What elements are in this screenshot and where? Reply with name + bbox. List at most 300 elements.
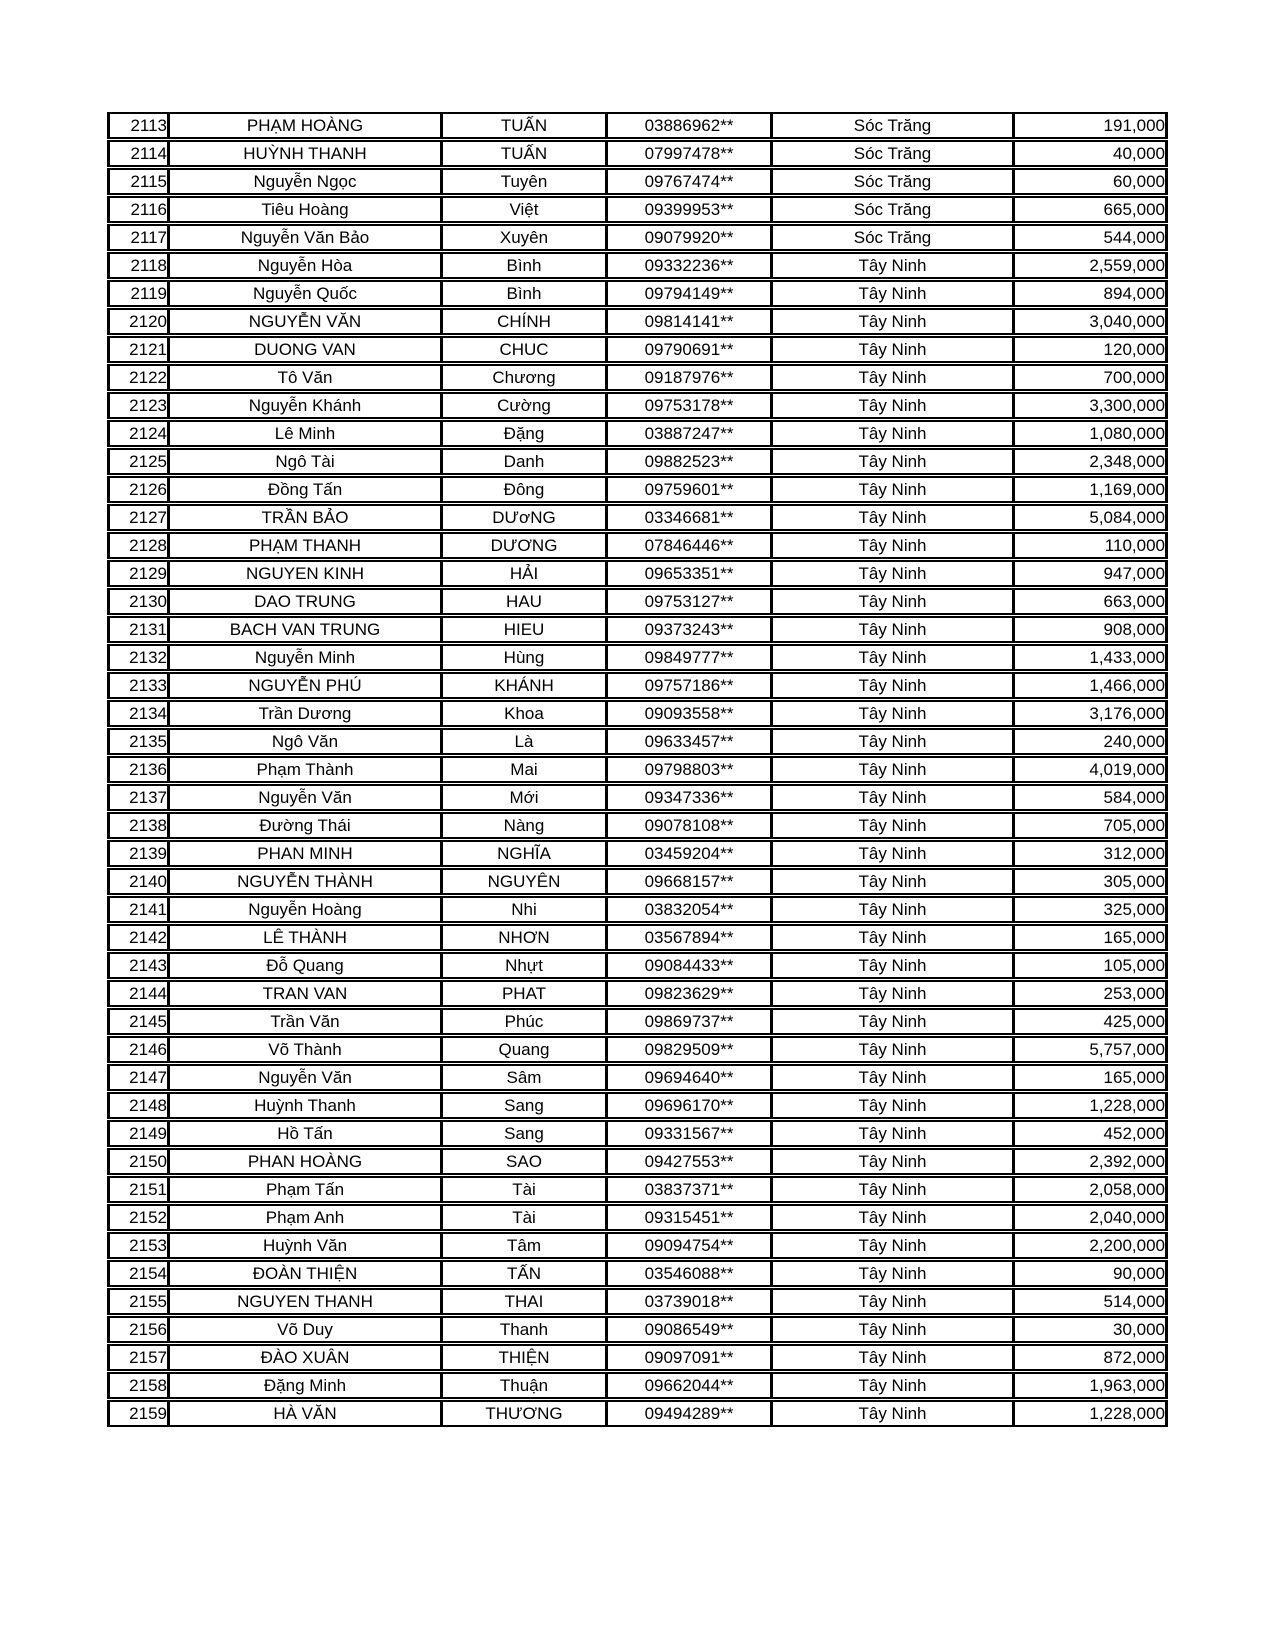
cell-phone-masked: 03567894** [605, 924, 770, 951]
cell-given-name: Khoa [440, 700, 605, 727]
cell-given-name: Cường [440, 392, 605, 419]
cell-row-number: 2139 [107, 840, 167, 867]
cell-given-name: Nhựt [440, 952, 605, 979]
cell-phone-masked: 09332236** [605, 252, 770, 279]
cell-phone-masked: 09653351** [605, 560, 770, 587]
cell-province: Sóc Trăng [770, 140, 1012, 167]
cell-row-number: 2151 [107, 1176, 167, 1203]
cell-province: Tây Ninh [770, 588, 1012, 615]
cell-first-middle-name: Ngô Văn [167, 728, 440, 755]
cell-first-middle-name: Ngô Tài [167, 448, 440, 475]
cell-row-number: 2153 [107, 1232, 167, 1259]
table-row [107, 1092, 1168, 1119]
cell-phone-masked: 09814141** [605, 308, 770, 335]
cell-province: Tây Ninh [770, 1008, 1012, 1035]
cell-province: Tây Ninh [770, 1232, 1012, 1259]
cell-first-middle-name: HÀ VĂN [167, 1400, 440, 1427]
cell-phone-masked: 03546088** [605, 1260, 770, 1287]
cell-amount: 1,228,000 [1012, 1092, 1168, 1119]
cell-province: Sóc Trăng [770, 196, 1012, 223]
cell-given-name: THIỆN [440, 1344, 605, 1371]
cell-amount: 663,000 [1012, 588, 1168, 615]
cell-first-middle-name: PHAN HOÀNG [167, 1148, 440, 1175]
cell-province: Tây Ninh [770, 476, 1012, 503]
cell-phone-masked: 09823629** [605, 980, 770, 1007]
cell-row-number: 2146 [107, 1036, 167, 1063]
cell-row-number: 2134 [107, 700, 167, 727]
cell-amount: 3,176,000 [1012, 700, 1168, 727]
cell-given-name: TUẤN [440, 112, 605, 139]
cell-amount: 30,000 [1012, 1316, 1168, 1343]
cell-row-number: 2138 [107, 812, 167, 839]
cell-amount: 253,000 [1012, 980, 1168, 1007]
cell-phone-masked: 09427553** [605, 1148, 770, 1175]
cell-phone-masked: 09079920** [605, 224, 770, 251]
cell-given-name: NHƠN [440, 924, 605, 951]
table-row [107, 112, 1168, 139]
cell-row-number: 2144 [107, 980, 167, 1007]
cell-phone-masked: 09187976** [605, 364, 770, 391]
table-row [107, 1344, 1168, 1371]
cell-given-name: THAI [440, 1288, 605, 1315]
cell-given-name: Danh [440, 448, 605, 475]
cell-given-name: NGHĨA [440, 840, 605, 867]
cell-row-number: 2140 [107, 868, 167, 895]
cell-amount: 110,000 [1012, 532, 1168, 559]
cell-first-middle-name: Nguyễn Khánh [167, 392, 440, 419]
cell-row-number: 2142 [107, 924, 167, 951]
cell-phone-masked: 09078108** [605, 812, 770, 839]
cell-phone-masked: 09084433** [605, 952, 770, 979]
cell-first-middle-name: NGUYEN THANH [167, 1288, 440, 1315]
cell-amount: 514,000 [1012, 1288, 1168, 1315]
cell-phone-masked: 03886962** [605, 112, 770, 139]
cell-first-middle-name: Nguyễn Ngọc [167, 168, 440, 195]
table-row [107, 420, 1168, 447]
cell-province: Sóc Trăng [770, 168, 1012, 195]
cell-amount: 2,392,000 [1012, 1148, 1168, 1175]
cell-phone-masked: 09662044** [605, 1372, 770, 1399]
cell-given-name: Sang [440, 1092, 605, 1119]
cell-first-middle-name: Hồ Tấn [167, 1120, 440, 1147]
cell-province: Tây Ninh [770, 812, 1012, 839]
cell-amount: 452,000 [1012, 1120, 1168, 1147]
cell-given-name: Tài [440, 1176, 605, 1203]
cell-amount: 700,000 [1012, 364, 1168, 391]
table-row [107, 224, 1168, 251]
cell-province: Tây Ninh [770, 336, 1012, 363]
table-row [107, 532, 1168, 559]
cell-province: Tây Ninh [770, 644, 1012, 671]
cell-given-name: Bình [440, 280, 605, 307]
table-row [107, 896, 1168, 923]
cell-amount: 2,058,000 [1012, 1176, 1168, 1203]
cell-province: Tây Ninh [770, 1260, 1012, 1287]
cell-amount: 305,000 [1012, 868, 1168, 895]
cell-first-middle-name: Huỳnh Văn [167, 1232, 440, 1259]
cell-first-middle-name: Nguyễn Văn [167, 1064, 440, 1091]
cell-row-number: 2159 [107, 1400, 167, 1427]
table-row [107, 1260, 1168, 1287]
cell-first-middle-name: NGUYỄN THÀNH [167, 868, 440, 895]
cell-first-middle-name: Tiêu Hoàng [167, 196, 440, 223]
cell-amount: 165,000 [1012, 924, 1168, 951]
cell-phone-masked: 09399953** [605, 196, 770, 223]
cell-phone-masked: 09882523** [605, 448, 770, 475]
cell-province: Tây Ninh [770, 252, 1012, 279]
cell-given-name: Việt [440, 196, 605, 223]
table-row [107, 1316, 1168, 1343]
cell-row-number: 2131 [107, 616, 167, 643]
cell-province: Tây Ninh [770, 1372, 1012, 1399]
cell-row-number: 2116 [107, 196, 167, 223]
cell-phone-masked: 09696170** [605, 1092, 770, 1119]
cell-province: Sóc Trăng [770, 112, 1012, 139]
cell-given-name: TẤN [440, 1260, 605, 1287]
cell-amount: 191,000 [1012, 112, 1168, 139]
cell-first-middle-name: HUỲNH THANH [167, 140, 440, 167]
table-row [107, 560, 1168, 587]
cell-province: Tây Ninh [770, 308, 1012, 335]
cell-first-middle-name: Trần Văn [167, 1008, 440, 1035]
cell-phone-masked: 09373243** [605, 616, 770, 643]
cell-province: Tây Ninh [770, 392, 1012, 419]
cell-province: Tây Ninh [770, 952, 1012, 979]
table-row [107, 1204, 1168, 1231]
cell-province: Tây Ninh [770, 868, 1012, 895]
cell-given-name: HIEU [440, 616, 605, 643]
cell-first-middle-name: PHẠM THANH [167, 532, 440, 559]
table-row [107, 644, 1168, 671]
cell-row-number: 2126 [107, 476, 167, 503]
cell-row-number: 2123 [107, 392, 167, 419]
cell-given-name: THƯƠNG [440, 1400, 605, 1427]
cell-amount: 2,200,000 [1012, 1232, 1168, 1259]
cell-phone-masked: 09798803** [605, 756, 770, 783]
cell-row-number: 2154 [107, 1260, 167, 1287]
cell-given-name: Nhi [440, 896, 605, 923]
cell-phone-masked: 07846446** [605, 532, 770, 559]
cell-first-middle-name: Tô Văn [167, 364, 440, 391]
cell-row-number: 2149 [107, 1120, 167, 1147]
cell-province: Tây Ninh [770, 840, 1012, 867]
cell-given-name: Phúc [440, 1008, 605, 1035]
cell-row-number: 2119 [107, 280, 167, 307]
table-row [107, 140, 1168, 167]
cell-province: Tây Ninh [770, 784, 1012, 811]
cell-province: Tây Ninh [770, 728, 1012, 755]
table-row [107, 1120, 1168, 1147]
cell-row-number: 2113 [107, 112, 167, 139]
cell-amount: 1,080,000 [1012, 420, 1168, 447]
cell-province: Tây Ninh [770, 756, 1012, 783]
cell-first-middle-name: Nguyễn Văn [167, 784, 440, 811]
cell-province: Tây Ninh [770, 980, 1012, 1007]
cell-row-number: 2145 [107, 1008, 167, 1035]
table-row [107, 476, 1168, 503]
cell-first-middle-name: DUONG VAN [167, 336, 440, 363]
cell-amount: 584,000 [1012, 784, 1168, 811]
table-row [107, 336, 1168, 363]
cell-amount: 1,466,000 [1012, 672, 1168, 699]
table-row [107, 392, 1168, 419]
cell-row-number: 2137 [107, 784, 167, 811]
cell-row-number: 2124 [107, 420, 167, 447]
cell-given-name: Quang [440, 1036, 605, 1063]
cell-amount: 5,084,000 [1012, 504, 1168, 531]
cell-given-name: SAO [440, 1148, 605, 1175]
cell-phone-masked: 09331567** [605, 1120, 770, 1147]
cell-first-middle-name: Nguyễn Văn Bảo [167, 224, 440, 251]
cell-amount: 165,000 [1012, 1064, 1168, 1091]
cell-given-name: Đông [440, 476, 605, 503]
cell-row-number: 2152 [107, 1204, 167, 1231]
table-row [107, 504, 1168, 531]
cell-row-number: 2118 [107, 252, 167, 279]
cell-province: Tây Ninh [770, 616, 1012, 643]
cell-given-name: Mới [440, 784, 605, 811]
cell-amount: 4,019,000 [1012, 756, 1168, 783]
cell-amount: 1,169,000 [1012, 476, 1168, 503]
cell-given-name: Sang [440, 1120, 605, 1147]
table-row [107, 784, 1168, 811]
cell-province: Tây Ninh [770, 1288, 1012, 1315]
table-row [107, 812, 1168, 839]
cell-province: Tây Ninh [770, 420, 1012, 447]
cell-first-middle-name: ĐOÀN THIỆN [167, 1260, 440, 1287]
cell-first-middle-name: Phạm Tấn [167, 1176, 440, 1203]
cell-row-number: 2120 [107, 308, 167, 335]
cell-phone-masked: 09767474** [605, 168, 770, 195]
cell-amount: 894,000 [1012, 280, 1168, 307]
cell-given-name: TUẤN [440, 140, 605, 167]
cell-first-middle-name: ĐÀO XUÂN [167, 1344, 440, 1371]
cell-phone-masked: 09494289** [605, 1400, 770, 1427]
cell-phone-masked: 03346681** [605, 504, 770, 531]
cell-first-middle-name: Phạm Thành [167, 756, 440, 783]
cell-row-number: 2129 [107, 560, 167, 587]
cell-first-middle-name: DAO TRUNG [167, 588, 440, 615]
cell-province: Tây Ninh [770, 532, 1012, 559]
table-row [107, 700, 1168, 727]
cell-first-middle-name: Nguyễn Hòa [167, 252, 440, 279]
table-row [107, 952, 1168, 979]
cell-amount: 40,000 [1012, 140, 1168, 167]
cell-first-middle-name: Đỗ Quang [167, 952, 440, 979]
cell-amount: 1,228,000 [1012, 1400, 1168, 1427]
cell-first-middle-name: PHẠM HOÀNG [167, 112, 440, 139]
cell-first-middle-name: Đặng Minh [167, 1372, 440, 1399]
table-row [107, 1176, 1168, 1203]
table-row [107, 1372, 1168, 1399]
cell-first-middle-name: Lê Minh [167, 420, 440, 447]
cell-given-name: Là [440, 728, 605, 755]
cell-given-name: PHAT [440, 980, 605, 1007]
cell-row-number: 2117 [107, 224, 167, 251]
cell-given-name: Xuyên [440, 224, 605, 251]
cell-phone-masked: 09315451** [605, 1204, 770, 1231]
cell-first-middle-name: Đồng Tấn [167, 476, 440, 503]
cell-province: Tây Ninh [770, 504, 1012, 531]
cell-row-number: 2127 [107, 504, 167, 531]
table-row [107, 364, 1168, 391]
cell-phone-masked: 09757186** [605, 672, 770, 699]
cell-province: Tây Ninh [770, 280, 1012, 307]
cell-row-number: 2132 [107, 644, 167, 671]
cell-row-number: 2122 [107, 364, 167, 391]
cell-row-number: 2133 [107, 672, 167, 699]
cell-phone-masked: 09086549** [605, 1316, 770, 1343]
cell-province: Tây Ninh [770, 1036, 1012, 1063]
cell-phone-masked: 09097091** [605, 1344, 770, 1371]
cell-given-name: DƯơNG [440, 504, 605, 531]
cell-phone-masked: 09094754** [605, 1232, 770, 1259]
cell-given-name: Thuận [440, 1372, 605, 1399]
cell-amount: 120,000 [1012, 336, 1168, 363]
table-row [107, 280, 1168, 307]
cell-row-number: 2148 [107, 1092, 167, 1119]
cell-given-name: HẢI [440, 560, 605, 587]
cell-amount: 325,000 [1012, 896, 1168, 923]
cell-given-name: Chương [440, 364, 605, 391]
cell-phone-masked: 07997478** [605, 140, 770, 167]
cell-given-name: KHÁNH [440, 672, 605, 699]
cell-phone-masked: 03739018** [605, 1288, 770, 1315]
cell-row-number: 2150 [107, 1148, 167, 1175]
table-row [107, 1232, 1168, 1259]
table-row [107, 672, 1168, 699]
cell-amount: 665,000 [1012, 196, 1168, 223]
table-row [107, 1288, 1168, 1315]
table-row [107, 1008, 1168, 1035]
cell-row-number: 2155 [107, 1288, 167, 1315]
cell-given-name: DƯƠNG [440, 532, 605, 559]
cell-amount: 2,040,000 [1012, 1204, 1168, 1231]
table-row [107, 728, 1168, 755]
cell-amount: 60,000 [1012, 168, 1168, 195]
cell-first-middle-name: NGUYỄN VĂN [167, 308, 440, 335]
cell-province: Tây Ninh [770, 1344, 1012, 1371]
cell-given-name: Nàng [440, 812, 605, 839]
cell-given-name: Thanh [440, 1316, 605, 1343]
cell-province: Tây Ninh [770, 672, 1012, 699]
cell-given-name: Đặng [440, 420, 605, 447]
cell-province: Tây Ninh [770, 364, 1012, 391]
cell-phone-masked: 03887247** [605, 420, 770, 447]
cell-first-middle-name: Nguyễn Hoàng [167, 896, 440, 923]
cell-amount: 5,757,000 [1012, 1036, 1168, 1063]
cell-amount: 105,000 [1012, 952, 1168, 979]
cell-phone-masked: 09093558** [605, 700, 770, 727]
cell-phone-masked: 09790691** [605, 336, 770, 363]
cell-row-number: 2147 [107, 1064, 167, 1091]
cell-row-number: 2157 [107, 1344, 167, 1371]
cell-province: Tây Ninh [770, 1064, 1012, 1091]
cell-first-middle-name: Nguyễn Quốc [167, 280, 440, 307]
cell-phone-masked: 03832054** [605, 896, 770, 923]
cell-given-name: Mai [440, 756, 605, 783]
cell-given-name: Bình [440, 252, 605, 279]
table-row [107, 308, 1168, 335]
records-table [107, 111, 1168, 1428]
cell-amount: 947,000 [1012, 560, 1168, 587]
cell-phone-masked: 09753127** [605, 588, 770, 615]
table-row [107, 924, 1168, 951]
cell-province: Tây Ninh [770, 1204, 1012, 1231]
cell-phone-masked: 09347336** [605, 784, 770, 811]
records-table-body [107, 112, 1168, 1427]
cell-first-middle-name: TRẦN BẢO [167, 504, 440, 531]
cell-amount: 3,040,000 [1012, 308, 1168, 335]
cell-row-number: 2114 [107, 140, 167, 167]
cell-row-number: 2136 [107, 756, 167, 783]
cell-given-name: NGUYÊN [440, 868, 605, 895]
cell-phone-masked: 09869737** [605, 1008, 770, 1035]
table-row [107, 1036, 1168, 1063]
table-row [107, 196, 1168, 223]
cell-given-name: Tâm [440, 1232, 605, 1259]
cell-amount: 2,348,000 [1012, 448, 1168, 475]
cell-province: Tây Ninh [770, 1316, 1012, 1343]
cell-first-middle-name: PHAN MINH [167, 840, 440, 867]
cell-given-name: CHUC [440, 336, 605, 363]
cell-first-middle-name: NGUYỄN PHÚ [167, 672, 440, 699]
cell-province: Tây Ninh [770, 1148, 1012, 1175]
cell-phone-masked: 03837371** [605, 1176, 770, 1203]
cell-amount: 1,963,000 [1012, 1372, 1168, 1399]
cell-phone-masked: 09753178** [605, 392, 770, 419]
cell-given-name: Tài [440, 1204, 605, 1231]
cell-given-name: Sâm [440, 1064, 605, 1091]
cell-row-number: 2156 [107, 1316, 167, 1343]
cell-first-middle-name: Trần Dương [167, 700, 440, 727]
cell-province: Tây Ninh [770, 700, 1012, 727]
table-row [107, 980, 1168, 1007]
cell-amount: 312,000 [1012, 840, 1168, 867]
cell-phone-masked: 09759601** [605, 476, 770, 503]
table-row [107, 1400, 1168, 1427]
cell-amount: 872,000 [1012, 1344, 1168, 1371]
cell-amount: 425,000 [1012, 1008, 1168, 1035]
cell-province: Tây Ninh [770, 896, 1012, 923]
cell-province: Tây Ninh [770, 560, 1012, 587]
cell-row-number: 2125 [107, 448, 167, 475]
cell-phone-masked: 09694640** [605, 1064, 770, 1091]
cell-first-middle-name: Võ Thành [167, 1036, 440, 1063]
cell-amount: 705,000 [1012, 812, 1168, 839]
cell-given-name: HAU [440, 588, 605, 615]
cell-amount: 240,000 [1012, 728, 1168, 755]
cell-row-number: 2158 [107, 1372, 167, 1399]
table-row [107, 448, 1168, 475]
cell-given-name: CHÍNH [440, 308, 605, 335]
cell-row-number: 2121 [107, 336, 167, 363]
cell-first-middle-name: LÊ THÀNH [167, 924, 440, 951]
cell-province: Tây Ninh [770, 1120, 1012, 1147]
cell-row-number: 2143 [107, 952, 167, 979]
cell-amount: 2,559,000 [1012, 252, 1168, 279]
cell-province: Tây Ninh [770, 1092, 1012, 1119]
cell-first-middle-name: Võ Duy [167, 1316, 440, 1343]
cell-row-number: 2141 [107, 896, 167, 923]
cell-phone-masked: 09633457** [605, 728, 770, 755]
cell-province: Tây Ninh [770, 924, 1012, 951]
cell-province: Tây Ninh [770, 1400, 1012, 1427]
cell-phone-masked: 09794149** [605, 280, 770, 307]
table-row [107, 1148, 1168, 1175]
cell-amount: 3,300,000 [1012, 392, 1168, 419]
cell-given-name: Hùng [440, 644, 605, 671]
